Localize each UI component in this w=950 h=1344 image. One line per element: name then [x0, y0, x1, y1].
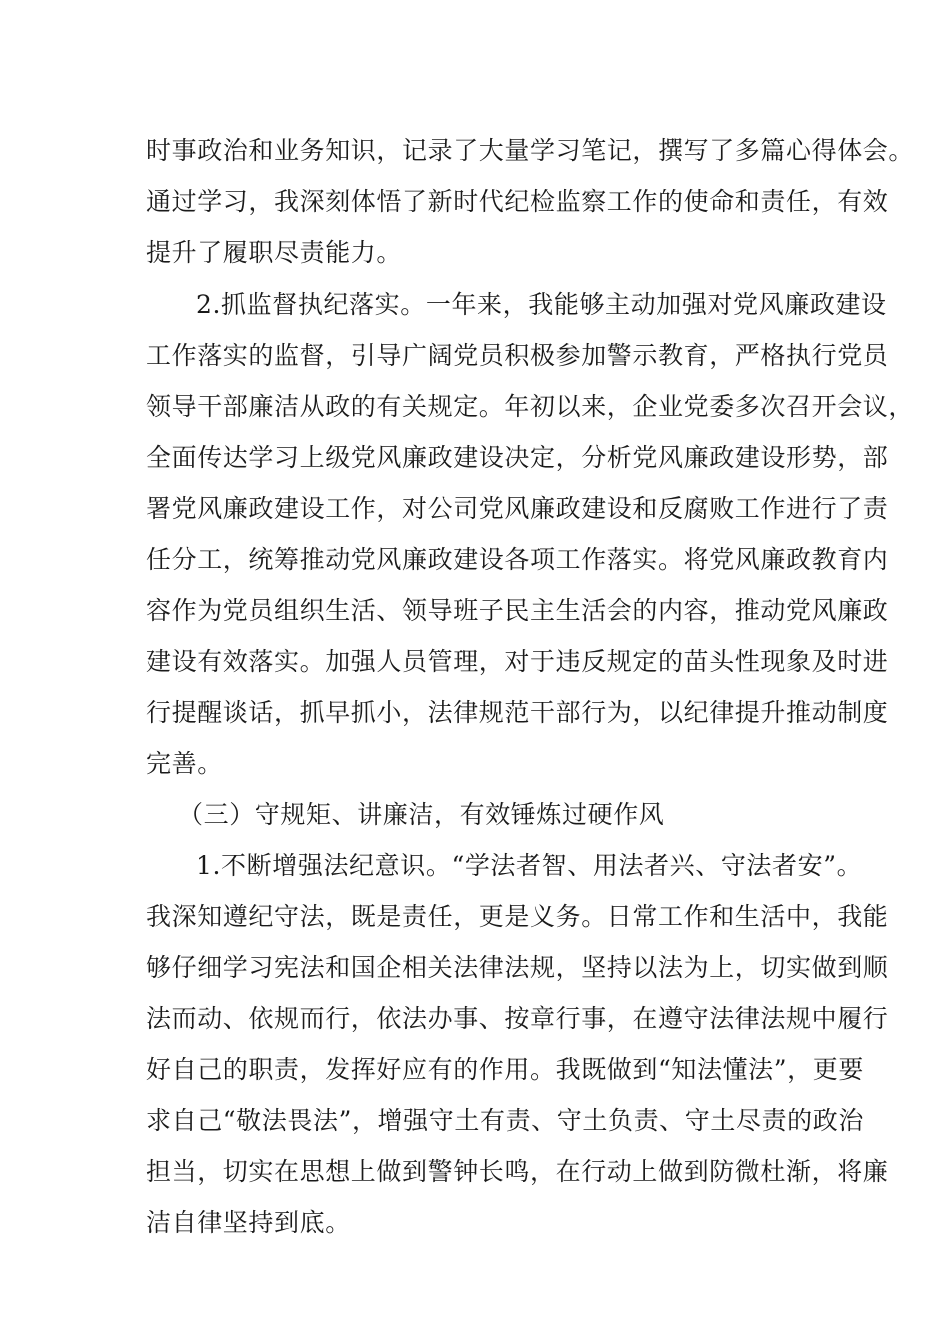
paragraph-heading: 1.不断增强法纪意识。“学法者智、用法者兴、守法者安”。 [196, 851, 863, 880]
text-line: 行提醒谈话，抓早抓小，法律规范干部行为，以纪律提升推动制度 [146, 698, 889, 727]
text-line: 工作落实的监督，引导广阔党员积极参加警示教育，严格执行党员 [146, 341, 889, 370]
text-line: 时事政治和业务知识，记录了大量学习笔记，撰写了多篇心得体会。 [146, 136, 915, 165]
text-line: 任分工，统筹推动党风廉政建设各项工作落实。将党风廉政教育内 [146, 545, 889, 574]
text-line: 担当，切实在思想上做到警钟长鸣，在行动上做到防微杜渐，将廉 [146, 1157, 889, 1186]
text-line: 容作为党员组织生活、领导班子民主生活会的内容，推动党风廉政 [146, 596, 889, 625]
section-heading: （三）守规矩、讲廉洁，有效锤炼过硬作风 [178, 800, 665, 829]
text-line: 好自己的职责，发挥好应有的作用。我既做到“知法懂法”，更要 [146, 1055, 864, 1084]
text-line: 领导干部廉洁从政的有关规定。年初以来，企业党委多次召开会议， [146, 392, 915, 421]
text-line: 建设有效落实。加强人员管理，对于违反规定的苗头性现象及时进 [146, 647, 889, 676]
text-line: 署党风廉政建设工作，对公司党风廉政建设和反腐败工作进行了责 [146, 494, 889, 523]
paragraph-heading: 2.抓监督执纪落实。一年来，我能够主动加强对党风廉政建设 [196, 290, 887, 319]
text-line: 全面传达学习上级党风廉政建设决定，分析党风廉政建设形势，部 [146, 443, 889, 472]
text-line: 提升了履职尽责能力。 [146, 238, 403, 267]
text-line: 通过学习，我深刻体悟了新时代纪检监察工作的使命和责任，有效 [146, 187, 889, 216]
text-line: 我深知遵纪守法，既是责任，更是义务。日常工作和生活中，我能 [146, 902, 889, 931]
text-line: 洁自律坚持到底。 [146, 1208, 351, 1237]
text-line: 法而动、依规而行，依法办事、按章行事，在遵守法律法规中履行 [146, 1004, 889, 1033]
text-line: 完善。 [146, 749, 223, 778]
text-line: 求自己“敬法畏法”，增强守土有责、守土负责、守土尽责的政治 [146, 1106, 864, 1135]
text-line: 够仔细学习宪法和国企相关法律法规，坚持以法为上，切实做到顺 [146, 953, 889, 982]
